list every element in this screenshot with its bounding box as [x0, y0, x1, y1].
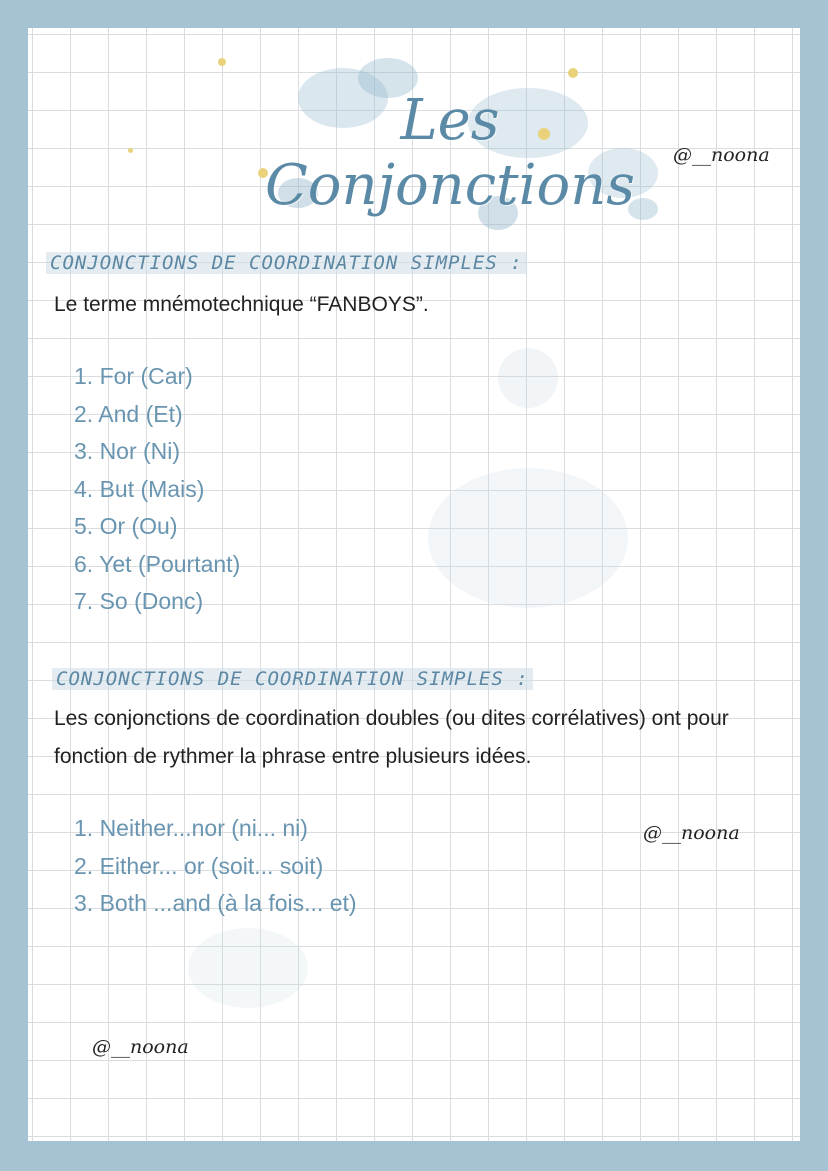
notebook-page: [28, 28, 800, 1141]
page-title: Les Conjonctions: [264, 88, 636, 218]
author-handle: @__noona: [643, 822, 740, 844]
fanboys-list: [74, 358, 240, 621]
list-item: 5. Or (Ou): [74, 513, 178, 539]
list-item: 1. For (Car): [74, 363, 193, 389]
list-item: 2. Either... or (soit... soit): [74, 852, 324, 879]
author-handle: @__noona: [673, 144, 770, 166]
section-intro: [54, 700, 729, 776]
list-item: 4. But (Mais): [74, 475, 205, 502]
section-intro: Le terme mnémotechnique “FANBOYS”.: [54, 293, 429, 316]
list-item: 7. So (Donc): [74, 588, 204, 614]
list-item: 2. And (Et): [74, 400, 183, 427]
author-handle: @__noona: [92, 1036, 189, 1058]
intro-line: fonction de rythmer la phrase entre plusieurs idées.: [54, 745, 532, 768]
intro-line: Les conjonctions de coordination doubles (ou dites corrélatives) ont pour: [54, 707, 729, 730]
list-item: 1. Neither...nor (ni... ni): [74, 815, 308, 841]
list-item: 3. Both ...and (à la fois... et): [74, 890, 357, 916]
list-item: 3. Nor (Ni): [74, 438, 181, 464]
correlative-list: [74, 810, 357, 923]
section-heading-double: CONJONCTIONS DE COORDINATION SIMPLES :: [52, 668, 533, 690]
section-heading-simple: CONJONCTIONS DE COORDINATION SIMPLES :: [46, 252, 527, 274]
list-item: 6. Yet (Pourtant): [74, 550, 241, 577]
